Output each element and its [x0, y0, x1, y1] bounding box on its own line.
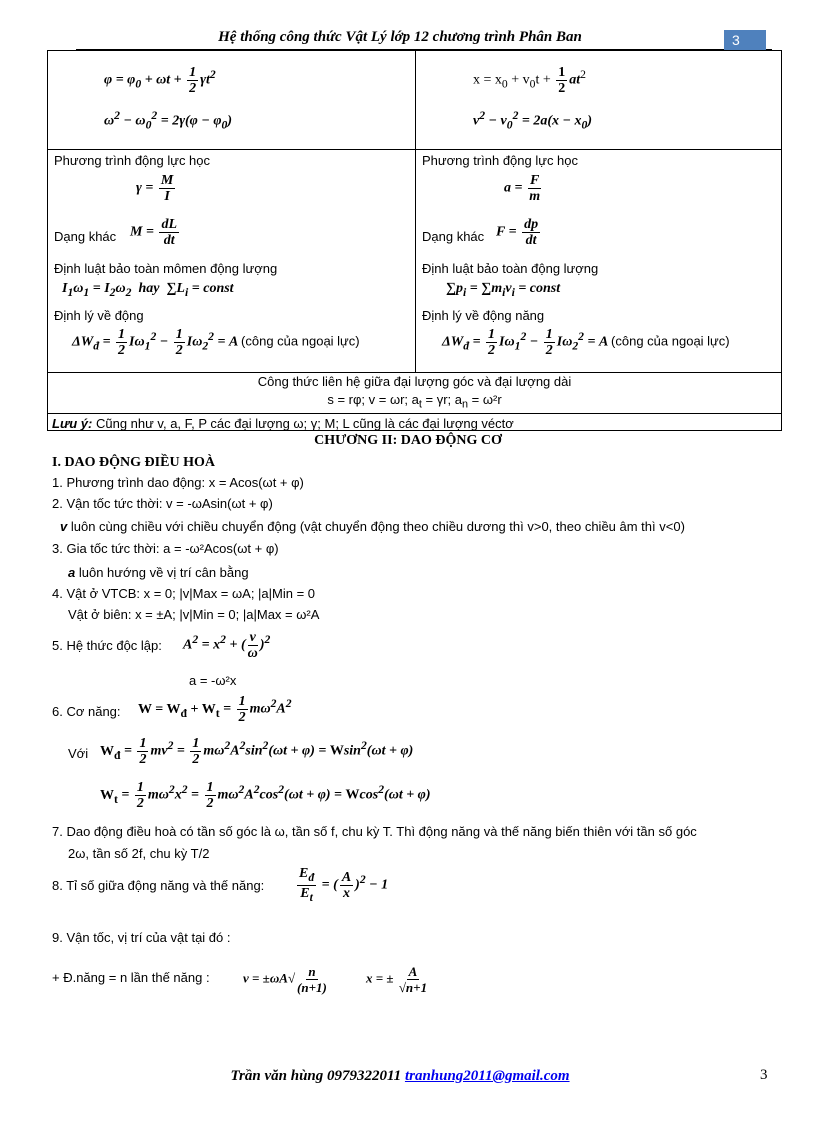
- item-4b: Vật ở biên: x = ±A; |v|Min = 0; |a|Max = ω²A: [68, 607, 320, 622]
- item-6-with: Với: [68, 746, 89, 761]
- formula-table: [47, 50, 782, 431]
- item-6: 6. Cơ năng:: [52, 704, 121, 719]
- formula-work-energy: $\Delta W_đ$ = $\frac{1}{2}$ $I\omega_1^2$ − $\frac{1}{2}$ $I\omega_2^2 = A$ (công của ngoại lực): [442, 327, 730, 358]
- formula-angle: $\varphi = \varphi_0 + \omega t$ + $\frac{1}{2}$ $\gamma t^2$: [104, 65, 216, 96]
- footer-email-link[interactable]: tranhung2011@gmail.com: [404, 1068, 570, 1084]
- page-number-badge: 3: [724, 30, 766, 50]
- relation-formula: s = rφ; v = ωr; $a_t = \gamma r$; $a_n = \omega^2r$: [327, 392, 502, 411]
- formula-force: F = $\frac{dp}{dt}$: [496, 217, 539, 248]
- right-label-other-form: Dạng khác: [422, 229, 485, 244]
- table-row-divider: [48, 149, 781, 150]
- formula-momentum: $\sum p_i = \sum m_iv_i$ = const: [446, 281, 561, 299]
- right-label-dynamics: Phương trình động lực học: [422, 153, 579, 168]
- left-label-conservation: Định luật bảo toàn mômen động lượng: [54, 261, 278, 276]
- note-row: Lưu ý: Cũng như v, a, F, P các đại lượng ω; γ; M; L cũng là các đại lượng véctơ: [52, 416, 514, 431]
- chapter-title: CHƯƠNG II: DAO ĐỘNG CƠ: [314, 433, 502, 448]
- formula-independent: $A^2 = x^2$ + ( $\frac{v}{\omega}$ )$^2$: [183, 630, 271, 661]
- formula-kinetic: $W_đ$ = $\frac{1}{2}$ $mv^2$ = $\frac{1}{2}$ $m\omega^2A^2\sin^2(\omega t + \varphi) = Wsin^2(\omega t + \varphi)$: [100, 736, 414, 767]
- table-col-divider: [415, 51, 416, 373]
- item-5b: a = -ω²x: [189, 673, 237, 688]
- formula-velocity: $v^2 - v_0^2 = 2a(x - x_0)$: [473, 109, 593, 132]
- formula-potential: $W_t$ = $\frac{1}{2}$ $m\omega^2x^2$ = $\frac{1}{2}$ $m\omega^2A^2\cos^2(\omega t + \varphi) = Wcos^2(\omega t + \varphi)$: [100, 780, 431, 811]
- formula-angular-momentum: $I_1\omega_1 = I_2\omega_2$ hay $\sum L_i$ = const: [62, 281, 234, 299]
- item-9: 9. Vận tốc, vị trí của vật tại đó :: [52, 930, 231, 945]
- item-1: 1. Phương trình dao động: x = Acos(ωt + φ): [52, 475, 304, 490]
- left-label-theorem: Định lý về động: [54, 308, 144, 323]
- formula-angular-velocity: $\omega^2 - \omega_0^2 = 2\gamma(\varphi - \varphi_0)$: [104, 109, 233, 132]
- page-footer: Trần văn hùng 0979322011 tranhung2011@gmail.com: [230, 1068, 570, 1084]
- item-8: 8. Tỉ số giữa động năng và thế năng:: [52, 878, 265, 893]
- item-9b: + Đ.năng = n lần thế năng :: [52, 970, 210, 985]
- item-3b: a luôn hướng về vị trí cân bằng: [68, 565, 249, 580]
- item-4a: 4. Vật ở VTCB: x = 0; |v|Max = ωA; |a|Min = 0: [52, 586, 316, 601]
- item-7b: 2ω, tần số 2f, chu kỳ T/2: [68, 846, 210, 861]
- item-7: 7. Dao động điều hoà có tần số góc là ω, tần số f, chu kỳ T. Thì động năng và thế năng biến thiên với tần số góc: [52, 824, 697, 839]
- item-2b: v luôn cùng chiều với chiều chuyển động (vật chuyển động theo chiều dương thì v>0, theo chiều âm thì v<0): [60, 519, 685, 534]
- relation-title: Công thức liên hệ giữa đại lượng góc và đại lượng dài: [257, 374, 572, 389]
- right-label-theorem: Định lý về động năng: [422, 308, 545, 323]
- formula-position-n: x = ± $\frac{A}{√n+1}$: [366, 964, 428, 995]
- page-header-title: Hệ thống công thức Vật Lý lớp 12 chương trình Phân Ban: [218, 29, 582, 45]
- table-row-divider: [48, 413, 781, 414]
- item-5: 5. Hệ thức độc lập:: [52, 638, 162, 653]
- formula-velocity-n: v = ±ωA√ $\frac{n}{(n+1)}$: [243, 964, 327, 995]
- formula-energy-ratio: $\frac{E_đ}{E_t}$ = ( $\frac{A}{x}$ )$^2$ − 1: [299, 866, 389, 904]
- table-row-divider: [48, 372, 781, 373]
- formula-gamma: γ = $\frac{M}{I}$: [136, 173, 174, 204]
- formula-accel: a = $\frac{F}{m}$: [504, 173, 541, 204]
- formula-energy: $W = W_đ + W_t$ = $\frac{1}{2}$ $m\omega^2A^2$: [138, 694, 292, 725]
- page-number: 3: [760, 1067, 768, 1083]
- right-label-conservation: Định luật bảo toàn động lượng: [422, 261, 599, 276]
- left-label-other-form: Dạng khác: [54, 229, 117, 244]
- formula-work-energy-rot: $\Delta W_đ$ = $\frac{1}{2}$ $I\omega_1^2$ − $\frac{1}{2}$ $I\omega_2^2 = A$ (công của ngoại lực): [72, 327, 360, 358]
- section-heading: I. DAO ĐỘNG ĐIỀU HOÀ: [52, 455, 215, 470]
- formula-position: $x = x_0 + v_0t$ + $\frac{1}{2}$ $at^2$: [473, 65, 586, 96]
- item-2: 2. Vận tốc tức thời: v = -ωAsin(ωt + φ): [52, 496, 273, 511]
- left-label-dynamics: Phương trình động lực học: [54, 153, 211, 168]
- formula-torque: M = $\frac{dL}{dt}$: [130, 217, 177, 248]
- item-3: 3. Gia tốc tức thời: a = -ω²Acos(ωt + φ): [52, 541, 279, 556]
